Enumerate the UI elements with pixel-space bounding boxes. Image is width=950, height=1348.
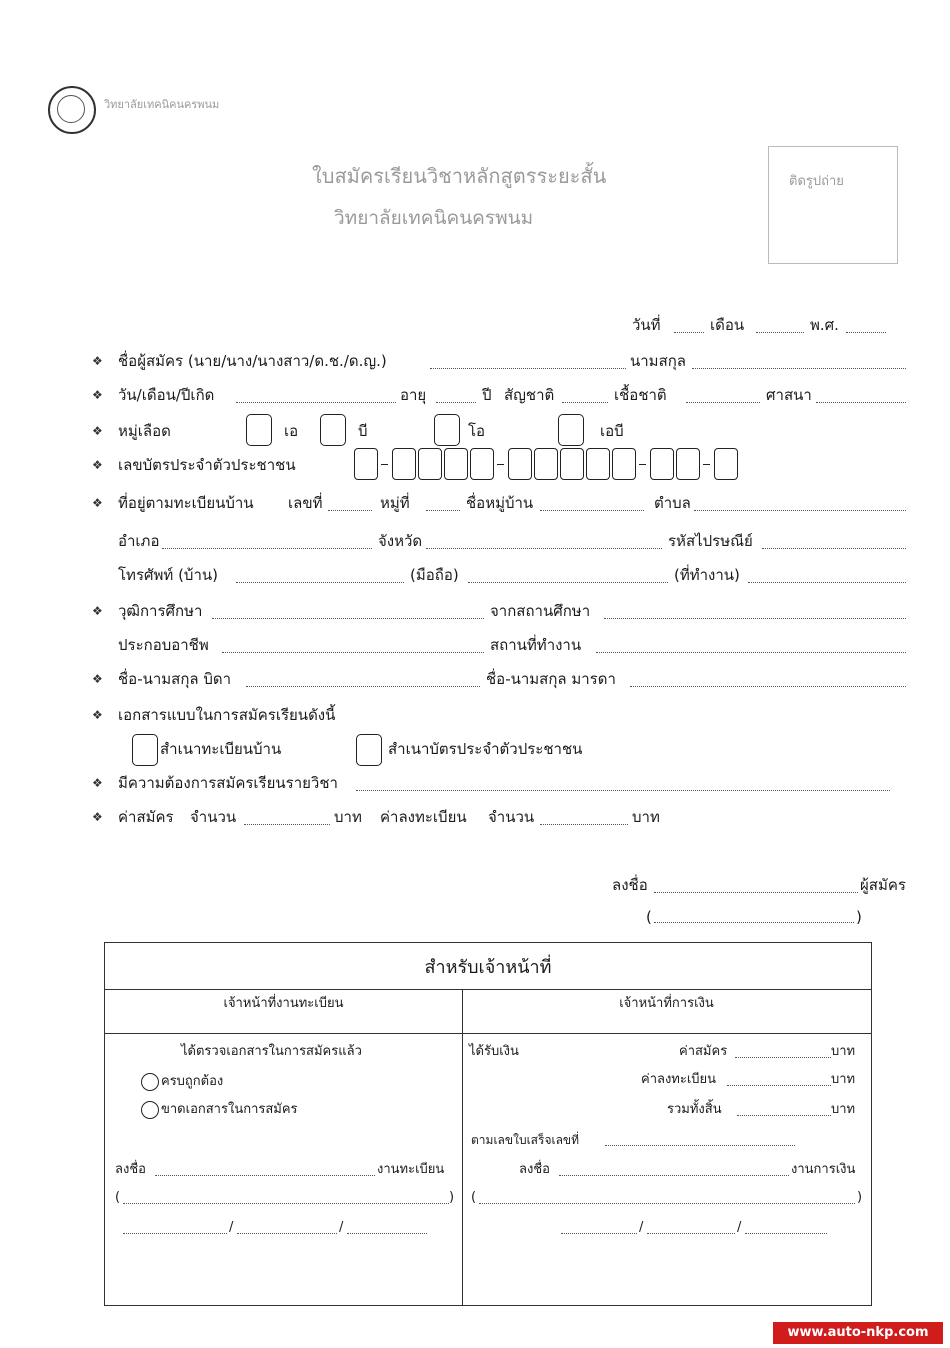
id-digit-box[interactable] (676, 448, 700, 480)
village-label: ชื่อหมู่บ้าน (466, 494, 534, 512)
id-digit-box[interactable] (392, 448, 416, 480)
option-complete-label: ครบถูกต้อง (161, 1074, 224, 1089)
right-sign-label: ลงชื่อ (519, 1162, 550, 1177)
fee-baht: บาท (334, 808, 362, 826)
left-date-slash: / (229, 1220, 234, 1235)
id-separator-dash (497, 464, 504, 465)
site-watermark: www.auto-nkp.com (773, 1322, 943, 1344)
reg-fee-office-label: ค่าลงทะเบียน (641, 1072, 717, 1087)
race-label: เชื้อชาติ (614, 386, 667, 404)
doc-id-card-label: สำเนาบัตรประจำตัวประชาชน (388, 740, 583, 758)
name-label: ชื่อผู้สมัคร (นาย/นาง/นางสาว/ด.ช./ด.ญ.) (118, 352, 387, 370)
reg-fee-label: ค่าลงทะเบียน (380, 808, 467, 826)
left-name-field[interactable] (123, 1203, 449, 1204)
age-field[interactable] (436, 402, 476, 403)
bullet-icon: ❖ (92, 388, 103, 402)
id-digit-box[interactable] (508, 448, 532, 480)
reg-fee-amount-field[interactable] (540, 824, 628, 825)
tambon-field[interactable] (694, 510, 906, 511)
option-missing-radio[interactable] (141, 1101, 159, 1119)
right-date-month[interactable] (647, 1233, 735, 1234)
docs-label: เอกสารแบบในการสมัครเรียนดังนี้ (118, 706, 336, 724)
sign-label: ลงชื่อ (612, 876, 648, 894)
form-subtitle: วิทยาลัยเทคนิคนครพนม (334, 207, 534, 229)
left-date-month[interactable] (237, 1233, 337, 1234)
bullet-icon: ❖ (92, 708, 103, 722)
date-day-label: วันที่ (632, 316, 661, 334)
religion-field[interactable] (816, 402, 906, 403)
mother-field[interactable] (630, 686, 906, 687)
left-date-day[interactable] (123, 1233, 227, 1234)
doc-house-reg-label: สำเนาทะเบียนบ้าน (160, 740, 282, 758)
name-field[interactable] (430, 368, 626, 369)
province-field[interactable] (426, 548, 662, 549)
moo-field[interactable] (426, 510, 460, 511)
id-digit-box[interactable] (418, 448, 442, 480)
institution-field[interactable] (604, 618, 906, 619)
right-date-slash: / (639, 1220, 644, 1235)
option-missing-label: ขาดเอกสารในการสมัคร (161, 1102, 298, 1117)
house-no-label: เลขที่ (288, 494, 323, 512)
year-unit: ปี (482, 386, 492, 404)
reg-fee-baht: บาท (632, 808, 660, 826)
race-field[interactable] (686, 402, 760, 403)
registrar-header: เจ้าหน้าที่งานทะเบียน (223, 996, 344, 1011)
id-digit-box[interactable] (650, 448, 674, 480)
village-field[interactable] (540, 510, 644, 511)
id-digit-box[interactable] (534, 448, 558, 480)
bullet-icon: ❖ (92, 458, 103, 472)
office-use-box (104, 942, 872, 1306)
left-open-paren: ( (115, 1190, 121, 1205)
id-separator-dash (381, 464, 388, 465)
father-field[interactable] (246, 686, 480, 687)
bullet-icon: ❖ (92, 604, 103, 618)
age-label: อายุ (400, 386, 427, 404)
postal-label: รหัสไปรษณีย์ (668, 532, 753, 550)
app-fee-baht: บาท (831, 1044, 856, 1059)
right-sign-field[interactable] (559, 1175, 789, 1176)
tambon-label: ตำบล (654, 494, 691, 512)
blood-o-label: โอ (468, 422, 486, 440)
id-digit-box[interactable] (560, 448, 584, 480)
phone-home-label: โทรศัพท์ (บ้าน) (118, 566, 218, 584)
nationality-label: สัญชาติ (504, 386, 555, 404)
blood-b-label: บี (358, 422, 368, 440)
date-year-label: พ.ศ. (810, 316, 839, 334)
fee-amount-label: จำนวน (190, 808, 237, 826)
bullet-icon: ❖ (92, 354, 103, 368)
blood-a-label: เอ (284, 422, 299, 440)
left-date-slash: / (339, 1220, 344, 1235)
right-dept-label: งานการเงิน (791, 1162, 856, 1177)
app-fee-field[interactable] (735, 1057, 831, 1058)
bullet-icon: ❖ (92, 424, 103, 438)
org-name: วิทยาลัยเทคนิคนครพนม (104, 98, 220, 111)
blood-ab-label: เอบี (600, 422, 624, 440)
sign-open-paren: ( (646, 908, 652, 926)
surname-field[interactable] (692, 368, 906, 369)
app-fee-label: ค่าสมัคร (679, 1044, 728, 1059)
form-title: ใบสมัครเรียนวิชาหลักสูตรระยะสั้น (312, 164, 607, 188)
id-digit-box[interactable] (586, 448, 610, 480)
bullet-icon: ❖ (92, 496, 103, 510)
doc-id-card-checkbox[interactable] (356, 734, 382, 766)
date-day-field[interactable] (674, 332, 704, 333)
total-label: รวมทั้งสิ้น (667, 1102, 722, 1117)
right-open-paren: ( (471, 1190, 477, 1205)
province-label: จังหวัด (378, 532, 423, 550)
moo-label: หมู่ที่ (380, 494, 410, 512)
phone-mobile-label: (มือถือ) (410, 566, 459, 584)
id-separator-dash (703, 464, 710, 465)
date-month-field[interactable] (756, 332, 804, 333)
right-date-year[interactable] (745, 1233, 827, 1234)
bullet-icon: ❖ (92, 672, 103, 686)
option-complete-radio[interactable] (141, 1073, 159, 1091)
received-label: ได้รับเงิน (469, 1044, 519, 1059)
fee-label: ค่าสมัคร (118, 808, 174, 826)
phone-mobile-field[interactable] (468, 582, 668, 583)
course-label: มีความต้องการสมัครเรียนรายวิชา (118, 774, 338, 792)
office-title: สำหรับเจ้าหน้าที่ (424, 957, 552, 978)
education-field[interactable] (212, 618, 484, 619)
date-year-field[interactable] (846, 332, 886, 333)
amphoe-field[interactable] (162, 548, 372, 549)
reg-fee-amount-label: จำนวน (488, 808, 535, 826)
sign-close-paren: ) (856, 908, 862, 926)
left-sign-label: ลงชื่อ (115, 1162, 146, 1177)
blood-o-checkbox[interactable] (434, 414, 460, 446)
photo-box[interactable] (768, 146, 898, 264)
applicant-label: ผู้สมัคร (860, 876, 906, 894)
institution-label: จากสถานศึกษา (490, 602, 591, 620)
occupation-field[interactable] (222, 652, 484, 653)
address-label: ที่อยู่ตามทะเบียนบ้าน (118, 494, 254, 512)
education-label: วุฒิการศึกษา (118, 602, 203, 620)
mother-label: ชื่อ-นามสกุล มารดา (486, 670, 616, 688)
id-separator-dash (639, 464, 646, 465)
dob-label: วัน/เดือน/ปีเกิด (118, 386, 215, 404)
course-field[interactable] (356, 790, 890, 791)
doc-house-reg-checkbox[interactable] (132, 734, 158, 766)
father-label: ชื่อ-นามสกุล บิดา (118, 670, 232, 688)
right-date-day[interactable] (561, 1233, 637, 1234)
bullet-icon: ❖ (92, 810, 103, 824)
signature-field[interactable] (654, 892, 858, 893)
total-field[interactable] (737, 1115, 831, 1116)
printed-name-field[interactable] (654, 922, 854, 923)
photo-label: ติดรูปถ่าย (789, 174, 844, 189)
reg-fee-office-field[interactable] (727, 1085, 831, 1086)
occupation-label: ประกอบอาชีพ (118, 636, 209, 654)
bullet-icon: ❖ (92, 776, 103, 790)
date-month-label: เดือน (710, 316, 745, 334)
religion-label: ศาสนา (766, 386, 812, 404)
blood-label: หมู่เลือด (118, 422, 171, 440)
amphoe-label: อำเภอ (118, 532, 160, 550)
left-sign-field[interactable] (155, 1175, 375, 1176)
phone-home-field[interactable] (236, 582, 404, 583)
id-digit-box[interactable] (354, 448, 378, 480)
phone-work-label: (ที่ทำงาน) (674, 566, 740, 584)
left-date-year[interactable] (347, 1233, 427, 1234)
id-digit-box[interactable] (612, 448, 636, 480)
finance-header: เจ้าหน้าที่การเงิน (619, 996, 714, 1011)
id-label: เลขบัตรประจำตัวประชาชน (118, 456, 296, 474)
reg-fee-office-baht: บาท (831, 1072, 856, 1087)
id-digit-box[interactable] (470, 448, 494, 480)
receipt-no-label: ตามเลขใบเสร็จเลขที่ (471, 1133, 580, 1147)
blood-a-checkbox[interactable] (246, 414, 272, 446)
surname-label: นามสกุล (630, 352, 686, 370)
checked-docs-label: ได้ตรวจเอกสารในการสมัครแล้ว (181, 1044, 362, 1059)
blood-b-checkbox[interactable] (320, 414, 346, 446)
fee-amount-field[interactable] (244, 824, 330, 825)
divider (105, 1033, 871, 1034)
blood-ab-checkbox[interactable] (558, 414, 584, 446)
right-date-slash: / (737, 1220, 742, 1235)
left-dept-label: งานทะเบียน (377, 1162, 445, 1177)
right-name-field[interactable] (479, 1203, 855, 1204)
divider (105, 989, 871, 990)
receipt-no-field[interactable] (605, 1145, 795, 1146)
divider (462, 989, 463, 1305)
left-close-paren: ) (449, 1190, 455, 1205)
dob-field[interactable] (236, 402, 396, 403)
id-digit-box[interactable] (714, 448, 738, 480)
total-baht: บาท (831, 1102, 856, 1117)
workplace-label: สถานที่ทำงาน (490, 636, 582, 654)
postal-field[interactable] (762, 548, 906, 549)
id-digit-box[interactable] (444, 448, 468, 480)
right-close-paren: ) (857, 1190, 863, 1205)
college-logo-icon (48, 86, 96, 134)
nationality-field[interactable] (562, 402, 608, 403)
workplace-field[interactable] (596, 652, 906, 653)
phone-work-field[interactable] (748, 582, 906, 583)
house-no-field[interactable] (328, 510, 372, 511)
